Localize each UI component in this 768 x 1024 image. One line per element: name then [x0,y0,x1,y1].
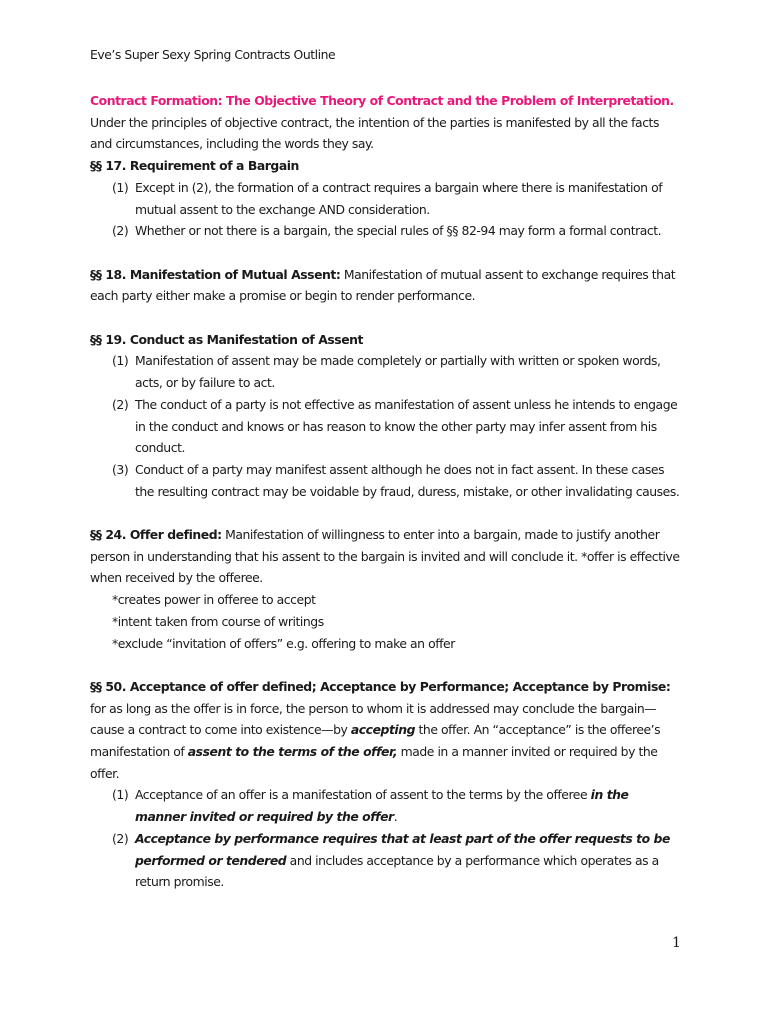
section-24-title: §§ 24. Offer defined: [90,527,222,543]
section-50-paragraph: §§ 50. Acceptance of offer defined; Acceptance by Performance; Acceptance by Promise: for as long as the offer is in force, the person to whom it is addressed may conclude the bargain—cause a contract to come into existence—by accepting the offer. An “acceptance” is the offeree’s manifestation of assent to the terms of the offer, made in a manner invited or required by the offer. [90,678,671,781]
list-item: (1) Acceptance of an offer is a manifestation of assent to the terms by the offeree in the manner invited or required by the offer. [112,787,629,825]
note-item: *creates power in offeree to accept [112,592,316,608]
section-24-notes [90,589,680,654]
section-50-list [90,784,680,893]
section-50-title: §§ 50. Acceptance of offer defined; Acceptance by Performance; Acceptance by Promise: [90,678,671,694]
section-17-list [90,177,680,242]
document-body [90,90,680,893]
note-item: *exclude “invitation of offers” e.g. offering to make an offer [112,635,455,651]
list-item: (2) The conduct of a party is not effective as manifestation of assent unless he intends to engage in the conduct and knows or has reason to know the other party may infer assent from his conduct. [112,396,678,456]
list-item: (3) Conduct of a party may manifest assent although he does not in fact assent. In these cases the resulting contract may be voidable by fraud, duress, mistake, or other invalidating causes. [112,461,680,499]
section-19-title: §§ 19. Conduct as Manifestation of Assent [90,331,364,347]
section-24-paragraph: §§ 24. Offer defined: Manifestation of willingness to enter into a bargain, made to justify another person in understanding that his assent to the bargain is invited and will conclude it. *offer is effective when received by the offeree. [90,527,680,586]
list-item: (2) Whether or not there is a bargain, the special rules of §§ 82-94 may form a formal contract. [112,223,662,239]
section-19-list [90,350,680,502]
section-18-paragraph: §§ 18. Manifestation of Mutual Assent: Manifestation of mutual assent to exchange requires that each party either make a promise or begin to render performance. [90,266,676,304]
page-number: 1 [672,935,681,951]
intro-paragraph: Under the principles of objective contract, the intention of the parties is manifested by all the facts and circumstances, including the words they say. [90,114,659,152]
list-item: (2) Acceptance by performance requires that at least part of the offer requests to be performed or tendered and includes acceptance by a performance which operates as a return promise. [112,830,670,890]
section-18-title: §§ 18. Manifestation of Mutual Assent: [90,266,341,282]
section-heading: Contract Formation: The Objective Theory of Contract and the Problem of Interpretation. [90,93,674,108]
list-item: (1) Except in (2), the formation of a contract requires a bargain where there is manifestation of mutual assent to the exchange AND consideration. [112,179,663,217]
note-item: *intent taken from course of writings [112,613,324,629]
list-item: (1) Manifestation of assent may be made completely or partially with written or spoken words, acts, or by failure to act. [112,353,661,391]
page-header: Eve’s Super Sexy Spring Contracts Outline [90,47,336,62]
section-17-title: §§ 17. Requirement of a Bargain [90,158,299,174]
